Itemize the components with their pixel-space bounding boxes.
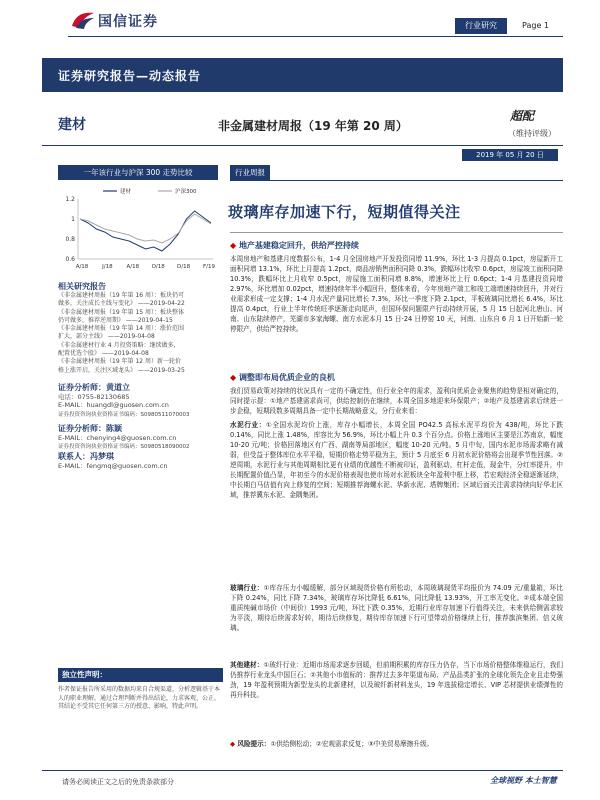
report-date: 2019 年 05 月 20 日 [462, 149, 558, 161]
analyst-block-2 [58, 425, 223, 452]
related-research-list [58, 292, 223, 375]
risk-title: 风险提示： [237, 740, 271, 748]
related-research-item: 《非金属建材周报（19 年第 12 周）新一轮价 [58, 358, 181, 366]
company-logo [70, 10, 190, 34]
logo-mark-icon [70, 10, 96, 30]
glass-title: 玻璃行业： [230, 584, 264, 592]
section-1-title [230, 240, 359, 251]
analyst-2-email[interactable]: E-MAIL：chenying4@guosen.com.cn [58, 433, 177, 442]
sector-label: 建材 [58, 117, 86, 133]
contact-email[interactable]: E-MAIL：fengmq@guosen.com.cn [58, 461, 168, 470]
related-research-item: 《非金属建材周报（19 年第 14 周）：涨价范围 [58, 325, 184, 333]
section-divider [42, 145, 563, 146]
footer-disclaimer: 请务必阅读正文之后的免责条款部分 [62, 778, 174, 786]
section-1-body: 本周房地产和基建月度数据公布，1-4 月全国房地产开发投资同增 11.9%，环比 1-3 月提高 0.1pct，房屋新开工面积同增 13.1%，环比上月提高 1.2pct，商品房销售面积同降 0.3%，跌幅环比收窄 0.6pct，房屋竣工面积同降 10.3%，跌幅环比上月收窄 0.5pct，房屋施工面积同增 8.8%，增速环比上行 0.6pct；1-4 月基建投资同增 2.97%，环比增加 0.02pct，增速持续年半小幅回升，整体来看，今年房地产端工和竣工端增速持续回升，并对行业需求形成一定支撑；1-4 月水泥产量同比增长 7.3%，环比一季度下降 2.1pct，平板玻璃同比增长 6.4%，环比提高 0.4pct，行业上半年传统旺季逐渐走向尾声，但国环保问题限产行动持续开展，5 月 15 日起河北唐山、河南、山东陆续停产，芜湖市多家海螺、南方水泥本月 15 日-24 日停窑 10 天，河南、山东自 6 月 1 日开始新一轮停限产，供给严控持续。 [230, 255, 563, 333]
related-research-item: 《非金属建材周报（19 年第 15 周）：板块整体 [58, 308, 184, 316]
risk-body: ①供给侧松动；②宏观需求反复；③中美贸易摩擦升级。 [270, 740, 434, 748]
section-2-body: 我们贸易政策对持续的状况具有一定的不确定性，但行业全年的需求，盈利向优质企业聚焦的趋势是相对确定的，同时提示提：①地产基建需求尚可，供给控制仍在继续，本周全国多地迎来环保限产；②地产及基建需求后续进一步企稳，短期段数多周期具备一定中长期战略意义，分行业来看： [230, 387, 563, 415]
analyst-block-1 [58, 384, 223, 419]
x-tick-label: J/18 [102, 264, 113, 270]
trend-chart [58, 185, 218, 273]
glass-paragraph [230, 583, 563, 633]
section-1-title-text: 地产基建稳定回升，供给严控持续 [238, 241, 359, 250]
glass-body: ①库存压力小幅缓解，部分区域现货价格有所松动，本周玻璃现货平均报价为 74.09 元/重量箱，环比下降 0.24%，同比下降 7.34%，玻璃库存环比降低 6.61%，同比降低 13.93%，开工率无变化。②成本端全国重质纯碱市场价（中间价）1993 元/吨，环比下跌 0.35%，近期行业库存加速下行值得关注，未来供给侧需求较为平淡，期待后续需求好转，期待后续修复，期待库存加速下行可望带动价格继续上行，推荐旗滨集团、信义玻璃。 [230, 584, 563, 632]
related-research-item: 扩大，部分主线》 ——2019-04-08 [58, 333, 155, 341]
x-tick-label: F/19 [202, 264, 216, 270]
y-tick-label: 1.2 [65, 196, 75, 203]
legend-label: 建材 [120, 189, 132, 195]
related-research-item: 格上涨开启，关注区域龙头》 ——2019-03-25 [58, 366, 185, 374]
header-divider [68, 36, 563, 37]
related-research-item: 配置优选个股》 ——2019-04-08 [58, 350, 149, 358]
y-tick-label: 0.6 [65, 256, 75, 263]
footer-slogan: 全球视野 本土智慧 [490, 776, 557, 785]
bullet-icon: ◆ [230, 241, 239, 250]
report-type-title: 证券研究报告—动态报告 [58, 69, 202, 83]
section-2-title [230, 372, 335, 383]
cement-paragraph [230, 420, 563, 500]
other-title: 其他建材： [230, 661, 264, 669]
y-tick-label: 0.8 [65, 236, 75, 243]
footer-divider [42, 770, 563, 771]
analyst-2-cert: 证券投资咨询执业资格证书编码：S0980518090002 [58, 444, 190, 450]
analyst-1-email[interactable]: E-MAIL：huangdl@guosen.com.cn [58, 401, 169, 409]
headline-divider [230, 232, 563, 233]
analyst-1-phone: 电话：0755-82130685 [58, 392, 130, 401]
x-tick-label: A/18 [75, 264, 89, 270]
contact-name: 联系人：冯梦琪 [58, 452, 114, 461]
analyst-1-name: 证券分析师：黄道立 [58, 383, 130, 392]
weekly-tag: 行业周报 [230, 165, 270, 180]
series-line [80, 214, 211, 243]
related-research-item: 《非金属建材周报（19 年第 16 周）：板块仍可 [58, 292, 184, 299]
x-tick-label: A/18 [126, 264, 140, 270]
related-research-title: 相关研究报告 [58, 282, 106, 291]
bullet-icon: ◆ [230, 740, 238, 748]
disclaimer-title: 独立性声明： [58, 668, 223, 682]
bullet-icon: ◆ [230, 373, 239, 382]
right-divider [230, 180, 563, 181]
y-tick-label: 1 [71, 216, 75, 223]
analyst-1-cert: 证券投资咨询执业资格证书编码：S0980511070003 [58, 411, 190, 418]
logo-text: 国信证券 [98, 14, 158, 30]
cement-title: 水泥行业： [230, 421, 266, 429]
x-tick-label: D/18 [177, 264, 191, 270]
rating: 超配 [510, 109, 535, 123]
cement-body: ①全国水泥均价上涨，库存小幅增长，本周全国 PO42.5 高标水泥平均价为 438/吨，环比下跌 0.14%，同比上涨 1.48%，库容比为 56.9%，环比小幅上升 0.3 个百分点。价格上涨地区主要是江苏南京，幅度 10-20 元/吨；价格回落地区有广西、湖南等局部地区，幅度 10-20 元/吨。5 月中旬，国内水泥市场需求略有减弱，但受益于整体库位水平平稳，短期价格走势平稳为主，预计 5 月底至 6 月初水泥价格将会出现季节性回落。②逆周期，水泥行业与其他周期相比更有业绩的优越性不断被印证，盈利驱动，杠杆走低，现金牛，分红率提升，中长期配置价值凸显，年初至今的水泥价格表现也使市场对水泥板块全年盈利中枢上移，若宏观经济全稳逐渐延续，中长期白马估值有向上修复的空间；短期推荐海螺水泥、华新水泥、塔牌集团；区域后面关注需求持续向好华北区域，推荐冀东水泥、金隅集团。 [230, 421, 563, 499]
other-paragraph [230, 660, 563, 700]
risk-paragraph [230, 739, 563, 749]
related-research-item: 《非金属建材行业 4 月投资策略：继续做多， [58, 341, 180, 349]
disclaimer-text: 作者保证报告所采用的数据均来自合规渠道，分析逻辑基于本人的职业理解，通过合理判断并得出结论，力求客观、公正，其结论不受其它任何第三方的授意、影响，特此声明。 [58, 686, 221, 710]
rating-note: （维持评级） [508, 129, 556, 138]
report-subtitle: 非金属建材周报（19 年第 20 周） [218, 119, 408, 133]
related-research-item: 仍可做多，推荐逆周期》 ——2019-04-15 [58, 316, 173, 324]
section-2-title-text: 调整即布局优质企业的良机 [238, 373, 335, 382]
other-body: ①玻纤行业：近期市场需求逐步回暖，但前期积累的库存压力仍存，当下市场价格整体维稳运行，我们仍推荐行业龙头中国巨石；②其他小市值标的：推荐过去多年渠道布局、产品品类扩张的全球化领先企业且走势强劲，19 年盈利预期为新型龙头的北新建材，以及玻纤新材料龙头，19 年选拔稳定增长、VIP 芯材提供业绩弹性的再升科技。 [230, 661, 564, 699]
x-tick-label: O/18 [151, 264, 165, 270]
headline: 玻璃库存加速下行，短期值得关注 [228, 203, 461, 221]
header-tag: 行业研究 [455, 18, 507, 34]
chart-title: 一年该行业与沪深 300 走势比较 [58, 165, 218, 180]
legend-label: 沪深300 [175, 189, 197, 195]
related-research-item: 做多，关注成长主线与变化》 ——2019-04-22 [58, 300, 185, 308]
contact-block [58, 453, 223, 470]
page-number: Page 1 [522, 21, 549, 30]
analyst-2-name: 证券分析师：陈颖 [58, 424, 122, 433]
